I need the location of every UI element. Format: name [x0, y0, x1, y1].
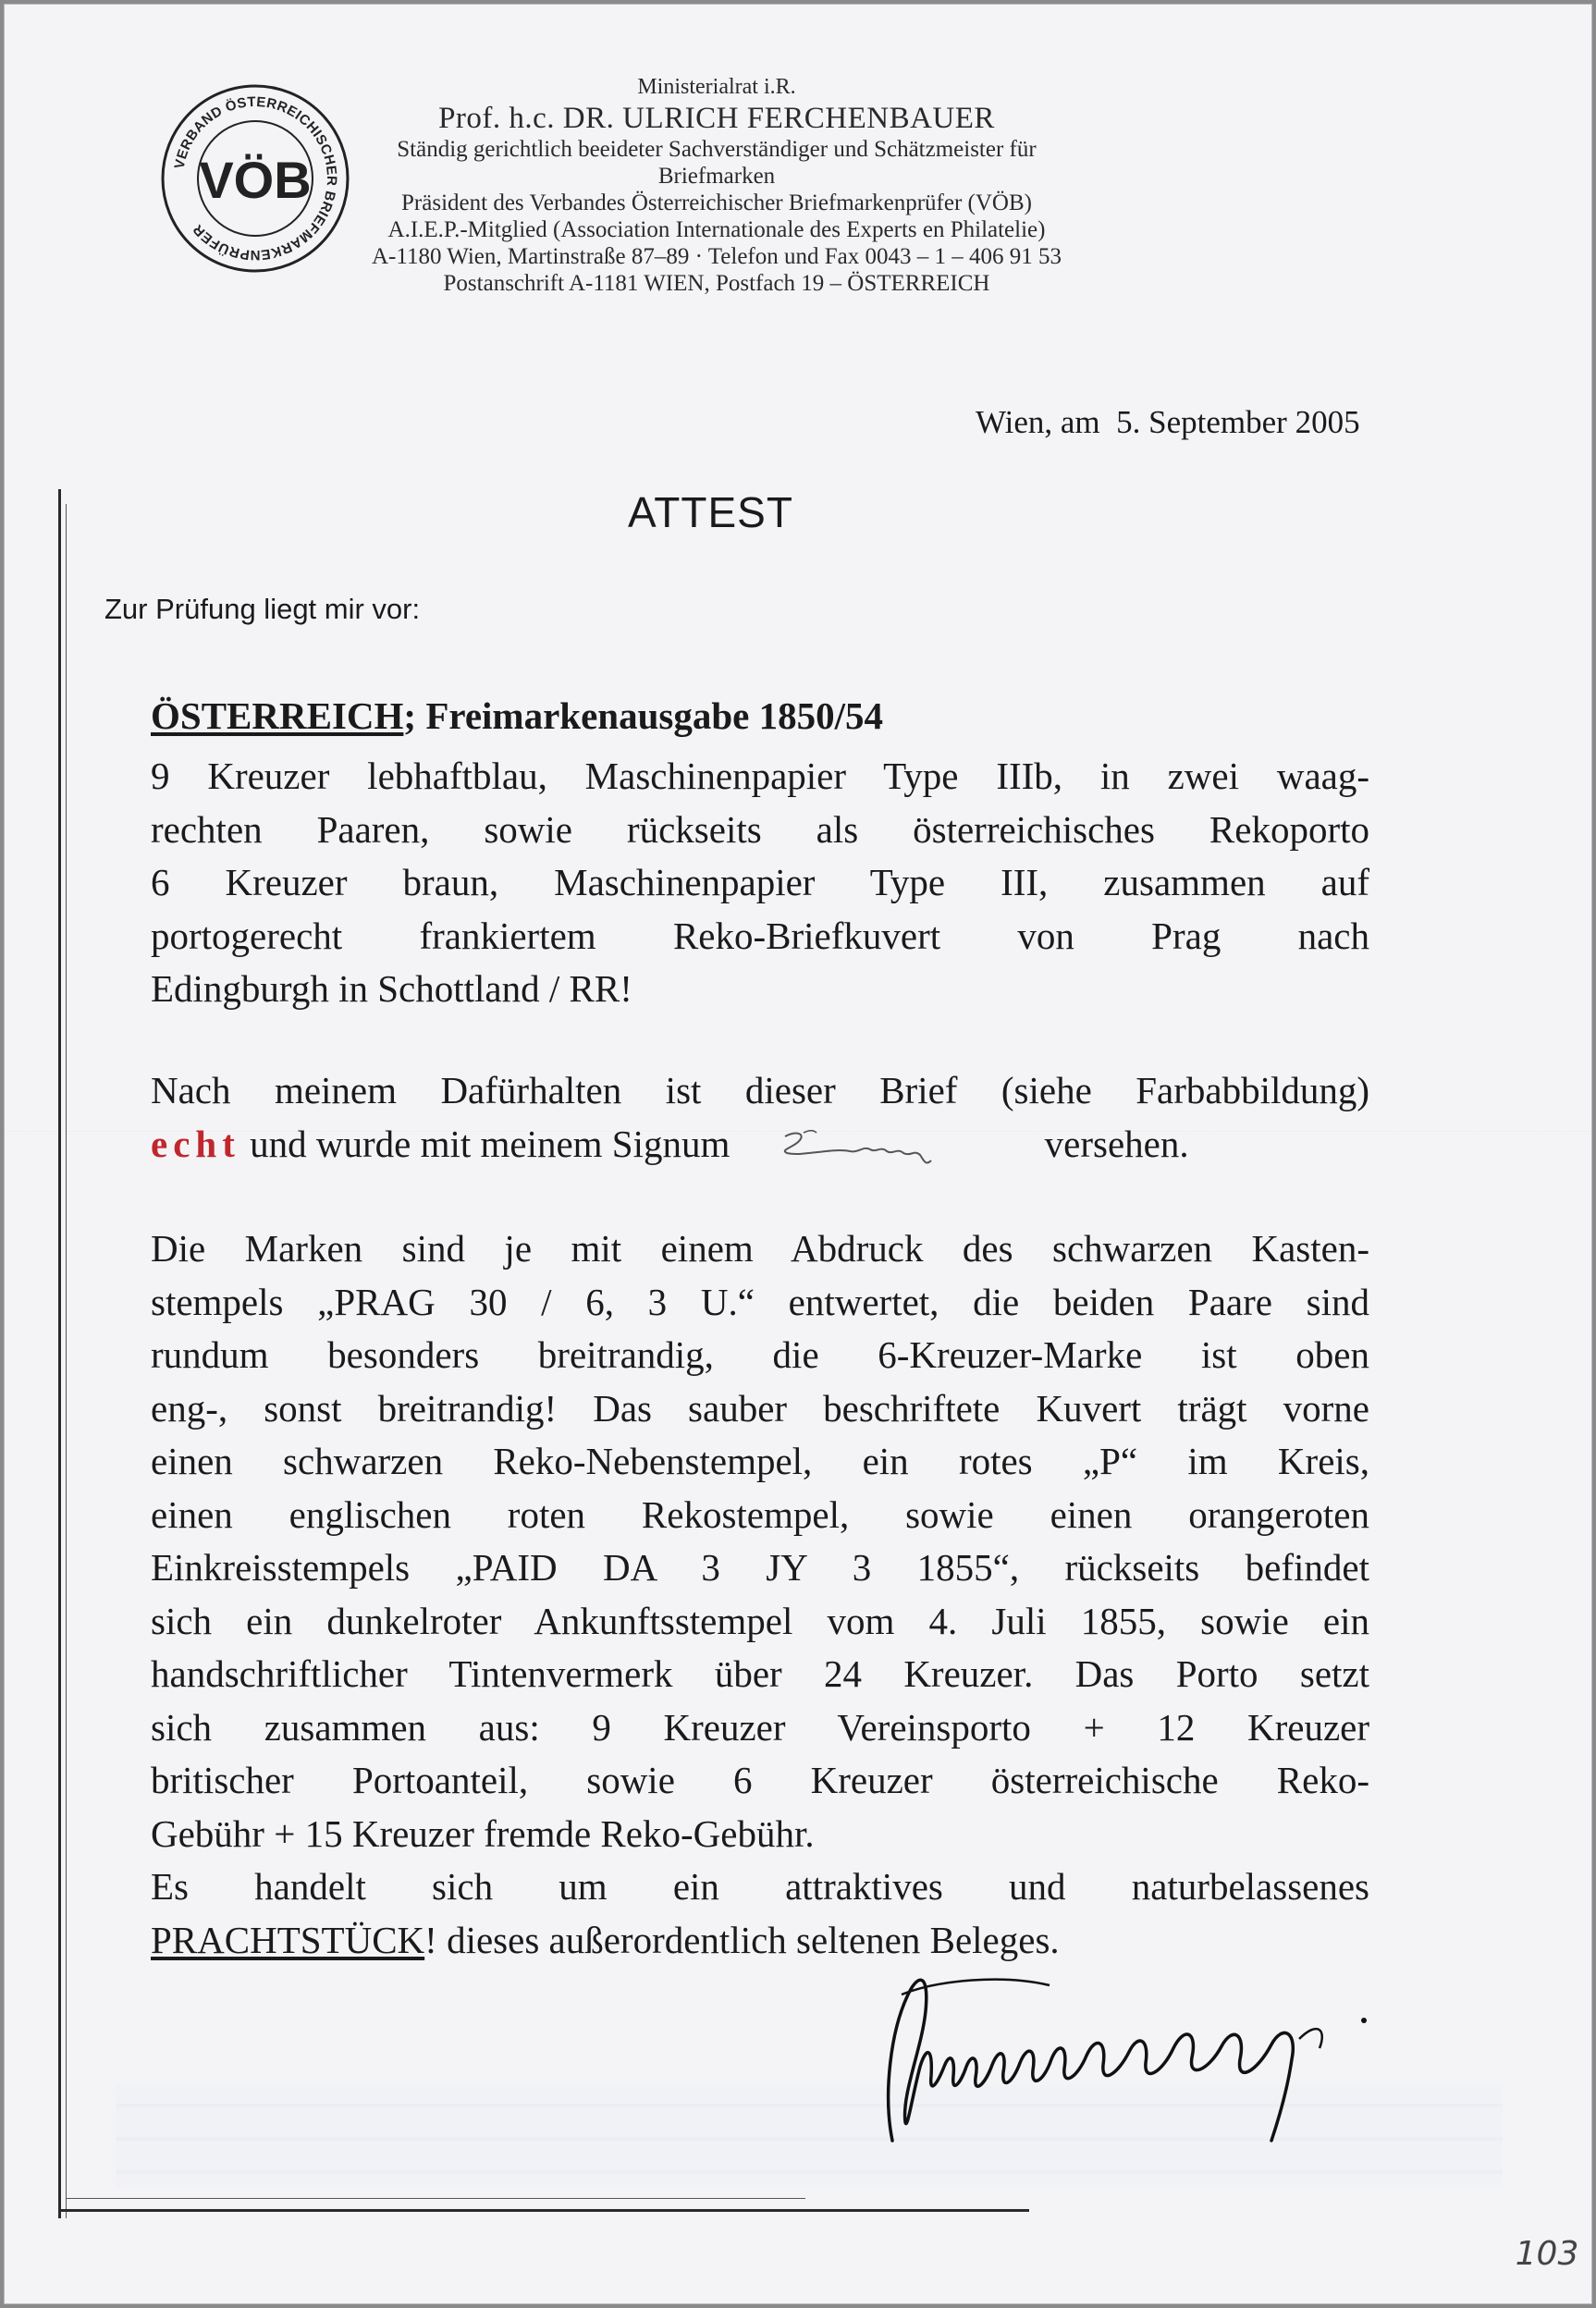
letterhead-line: Ständig gerichtlich beeideter Sachverständiger und Schätzmeister für Briefmarken — [397, 137, 1037, 189]
frame-border-bottom — [58, 2209, 1029, 2212]
details-paragraph — [151, 1222, 1369, 1967]
page-number-text: 103 — [1515, 2235, 1579, 2273]
text-line: rundum besonders breitrandig, die 6-Kreuzer-Marke ist oben — [151, 1333, 1369, 1376]
heading-country: ÖSTERREICH — [151, 694, 404, 737]
text-line: portogerecht frankiertem Reko-Briefkuvert von Prag nach — [151, 914, 1369, 957]
closing-highlight: PRACHTSTÜCK — [151, 1918, 425, 1961]
text-line: sich zusammen aus: 9 Kreuzer Vereinsporto + 12 Kreuzer — [151, 1705, 1369, 1749]
certificate-page — [4, 4, 1592, 2304]
frame-border-bottom-inner — [66, 2198, 805, 2199]
text-line: Die Marken sind je mit einem Abdruck des schwarzen Kasten- — [151, 1227, 1369, 1270]
heading-rest: ; Freimarkenausgabe 1850/54 — [403, 694, 883, 737]
letterhead-name: Prof. h.c. DR. ULRICH FERCHENBAUER — [438, 102, 995, 135]
page-number — [1510, 2226, 1584, 2281]
text-line: Einkreisstempels „PAID DA 3 JY 3 1855“, rückseits befindet — [151, 1546, 1369, 1589]
text-line: Gebühr + 15 Kreuzer fremde Reko-Gebühr. — [151, 1811, 815, 1855]
subject-heading — [151, 694, 883, 738]
letterhead-line: A.I.E.P.-Mitglied (Association Internationale des Experts en Philatelie) — [387, 217, 1046, 242]
text-line: Nach meinem Dafürhalten ist dieser Brief (siehe Farbabbildung) — [151, 1069, 1369, 1111]
handwritten-signature — [865, 1956, 1392, 2168]
text-line: 9 Kreuzer lebhaftblau, Maschinenpapier Type IIIb, in zwei waag- — [151, 755, 1369, 797]
text-line: Edingburgh in Schottland / RR! — [151, 967, 632, 1010]
intro-text: Zur Prüfung liegt mir vor: — [104, 593, 421, 625]
text-line: einen schwarzen Reko-Nebenstempel, ein rotes „P“ im Kreis, — [151, 1440, 1369, 1482]
text-line: stempels „PRAG 30 / 6, 3 U.“ entwertet, die beiden Paare sind — [151, 1280, 1369, 1323]
page-title: ATTEST — [628, 488, 793, 536]
text-line: sich ein dunkelroter Ankunftsstempel vom 4. Juli 1855, sowie ein — [151, 1599, 1369, 1642]
text-line: handschriftlicher Tintenvermerk über 24 Kreuzer. Das Porto setzt — [151, 1652, 1369, 1695]
text-line: einen englischen roten Rekostempel, sowie einen orangeroten — [151, 1492, 1369, 1536]
text-line: 6 Kreuzer braun, Maschinenpapier Type III, zusammen auf — [151, 861, 1369, 903]
genuine-verdict: echt — [151, 1122, 240, 1165]
initials-signum-icon — [767, 1129, 998, 1166]
letterhead-line: Präsident des Verbandes Österreichischer Briefmarkenprüfer (VÖB) — [401, 190, 1032, 215]
text-line — [151, 1118, 1369, 1172]
text-line: rechten Paaren, sowie rückseits als österreichisches Rekoporto — [151, 807, 1369, 851]
text-line: Es handelt sich um ein attraktives und naturbelassenes — [151, 1865, 1369, 1908]
frame-border-left — [58, 489, 61, 2218]
date-line: Wien, am 5. September 2005 — [976, 404, 1360, 440]
signum-text: und wurde mit meinem Signum — [250, 1122, 730, 1165]
letterhead-line: Postanschrift A-1181 WIEN, Postfach 19 – ÖSTERREICH — [443, 271, 990, 296]
letterhead — [356, 74, 1077, 297]
letterhead-line: A-1180 Wien, Martinstraße 87–89 · Telefon und Fax 0043 – 1 – 406 91 53 — [372, 244, 1062, 269]
seal-ring-text: VERBAND ÖSTERREICHISCHER BRIEFMARKENPRÜFER — [171, 93, 340, 264]
text-line: britischer Portoanteil, sowie 6 Kreuzer österreichische Reko- — [151, 1759, 1369, 1801]
text-line: eng-, sonst breitrandig! Das sauber beschriftete Kuvert trägt vorne — [151, 1386, 1369, 1430]
versehen-text: versehen. — [1044, 1122, 1189, 1165]
opinion-paragraph — [151, 1064, 1369, 1171]
frame-border-left-inner — [66, 504, 67, 2218]
voeb-seal-logo — [160, 83, 350, 274]
seal-monogram: VÖB — [199, 151, 312, 209]
closing-rest: ! dieses außerordentlich seltenen Beleges. — [424, 1918, 1060, 1961]
letterhead-rank: Ministerialrat i.R. — [637, 75, 796, 99]
description-paragraph — [151, 750, 1369, 1016]
